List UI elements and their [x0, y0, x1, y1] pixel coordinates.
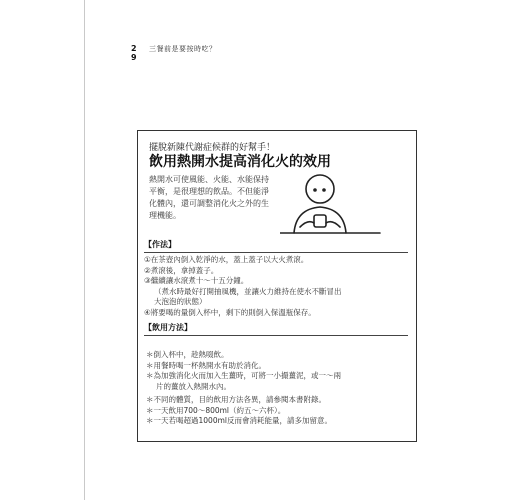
intro-line: 理機能。: [149, 211, 181, 220]
steps-list: [144, 255, 410, 318]
head-shape: [306, 175, 334, 203]
intro-text: [149, 174, 284, 222]
info-box: [137, 130, 417, 442]
box-title: 飲用熱開水提高消化火的效用: [149, 154, 331, 170]
step-item: 大泡泡的狀態）: [154, 297, 207, 306]
box-tagline: 擺脫新陳代謝症候群的好幫手！: [149, 143, 276, 153]
right-arm-shape: [326, 222, 340, 227]
eye-shape: [314, 189, 316, 191]
step-item: ④將要喝的量倒入杯中，剩下的則倒入保溫瓶保存。: [144, 307, 316, 317]
notes-list: [146, 350, 412, 427]
page-number-digit-2: 9: [131, 53, 137, 62]
step-item: ①在茶壺內倒入乾淨的水，蓋上蓋子以大火煮滾。: [144, 255, 309, 264]
page-number-digit-1: 2: [131, 44, 137, 53]
running-title: 三餐前是要按時吃？: [149, 45, 217, 53]
drink-heading: 【飲用方法】: [144, 322, 408, 336]
step-item: （煮水時最好打開抽風機，並讓火力維持在使水不斷冒出: [154, 286, 342, 296]
method-heading: 【作法】: [144, 239, 408, 253]
intro-line: 熱開水可使風能、火能、水能保持: [149, 175, 269, 184]
intro-line: 平衡，是很理想的飲品。不但能淨: [149, 187, 269, 196]
note-item: ＊一天飲用700～800ml（約五～六杯）。: [146, 405, 286, 415]
note-item: ＊不同的體質，目的飲用方法各異，請參閱本書附錄。: [146, 395, 326, 404]
left-arm-shape: [300, 222, 314, 227]
note-item: ＊為加強消化火而加入生薑時，可將一小撮薑泥，或一～兩: [146, 371, 341, 380]
step-item: ③繼續讓水滾煮十～十五分鐘。: [144, 276, 249, 285]
note-item: ＊用餐時喝一杯熱開水有助於消化。: [146, 360, 266, 370]
note-item: 片的薑放入熱開水內。: [156, 381, 231, 391]
eye-shape: [323, 189, 325, 191]
page-number: [131, 44, 141, 62]
step-item: ②煮滾後，拿掉蓋子。: [144, 265, 219, 275]
note-item: ＊一天若喝超過1000ml反而會消耗能量，請多加留意。: [146, 416, 332, 425]
note-item: ＊倒入杯中，趁熱啜飲。: [146, 350, 229, 359]
book-page: [84, 0, 520, 500]
body-shape: [294, 207, 346, 233]
cup-shape: [314, 215, 326, 227]
intro-line: 化體內，還可調整消化火之外的生: [149, 199, 269, 208]
